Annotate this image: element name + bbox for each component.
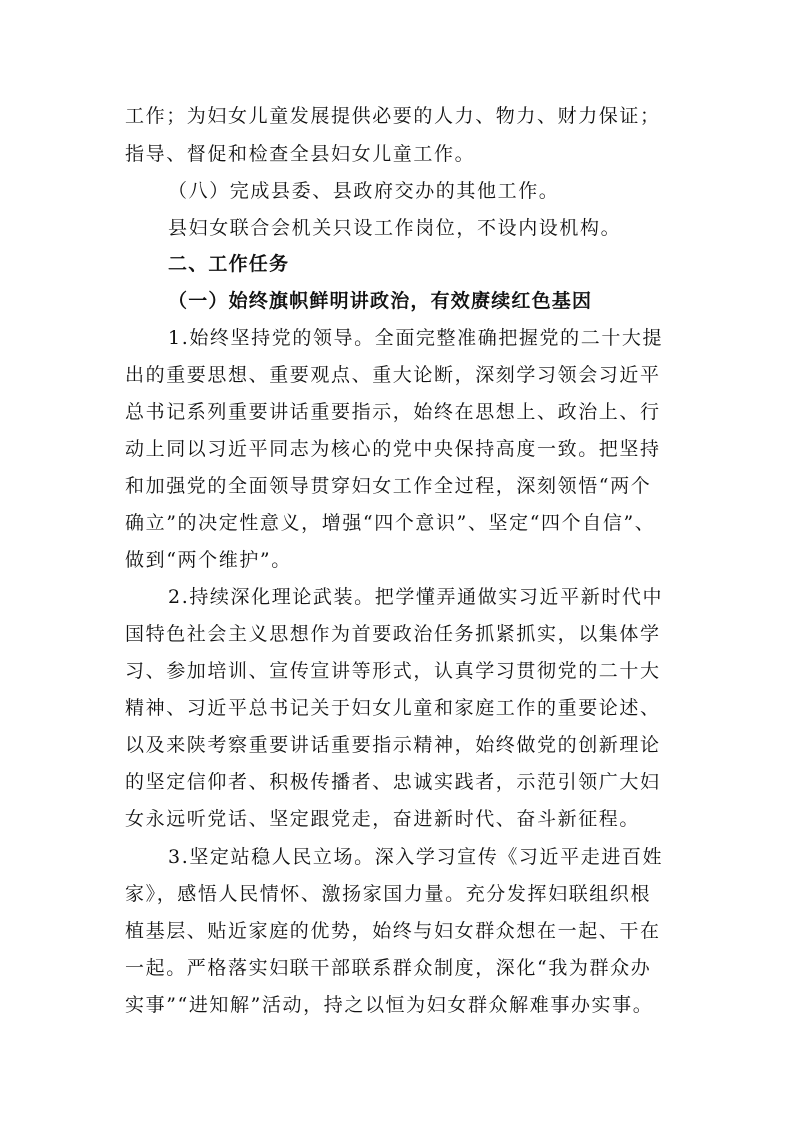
text-line-25: 实事”“进知解”活动，持之以恒为妇女群众解难事办实事。: [125, 994, 654, 1016]
text-line-10: 动上同以习近平同志为核心的党中央保持高度一致。把坚持: [125, 438, 661, 460]
text-line-12: 确立”的决定性意义，增强“四个意识”、坚定“四个自信”、: [125, 512, 656, 534]
text-line-19: 的坚定信仰者、积极传播者、忠诚实践者，示范引领广大妇: [125, 771, 661, 793]
text-line-3: （八）完成县委、县政府交办的其他工作。: [168, 180, 560, 202]
text-line-23: 植基层、贴近家庭的优势，始终与妇女群众想在一起、干在: [125, 920, 661, 942]
text-line-20: 女永远听党话、坚定跟党走，奋进新时代、奋斗新征程。: [125, 808, 641, 830]
text-line-2: 指导、督促和检查全县妇女儿童工作。: [125, 143, 476, 165]
text-line-14: 2.持续深化理论武装。把学懂弄通做实习近平新时代中: [168, 586, 664, 608]
text-line-17: 精神、习近平总书记关于妇女儿童和家庭工作的重要论述、: [125, 697, 661, 719]
text-line-21: 3.坚定站稳人民立场。深入学习宣传《习近平走进百姓: [168, 846, 664, 868]
text-line-8: 出的重要思想、重要观点、重大论断，深刻学习领会习近平: [125, 364, 661, 386]
text-line-15: 国特色社会主义思想作为首要政治任务抓紧抓实，以集体学: [125, 623, 661, 645]
text-line-9: 总书记系列重要讲话重要指示，始终在思想上、政治上、行: [125, 401, 661, 423]
text-line-22: 家》，感悟人民情怀、激扬家国力量。充分发挥妇联组织根: [125, 883, 652, 905]
text-line-16: 习、参加培训、宣传宣讲等形式，认真学习贯彻党的二十大: [125, 660, 661, 682]
text-line-11: 和加强党的全面领导贯穿妇女工作全过程，深刻领悟“两个: [125, 475, 652, 497]
text-line-18: 以及来陕考察重要讲话重要指示精神，始终做党的创新理论: [125, 734, 661, 756]
subsection-heading: （一）始终旗帜鲜明讲政治，有效赓续红色基因: [168, 290, 593, 312]
text-line-7: 1.始终坚持党的领导。全面完整准确把握党的二十大提: [168, 327, 664, 349]
text-line-1: 工作；为妇女儿童发展提供必要的人力、物力、财力保证；: [125, 105, 661, 127]
text-line-13: 做到“两个维护”。: [125, 549, 292, 571]
section-heading: 二、工作任务: [168, 253, 290, 275]
text-line-24: 一起。严格落实妇联干部联系群众制度，深化“我为群众办: [125, 957, 652, 979]
text-line-4: 县妇女联合会机关只设工作岗位，不设内设机构。: [168, 217, 622, 239]
